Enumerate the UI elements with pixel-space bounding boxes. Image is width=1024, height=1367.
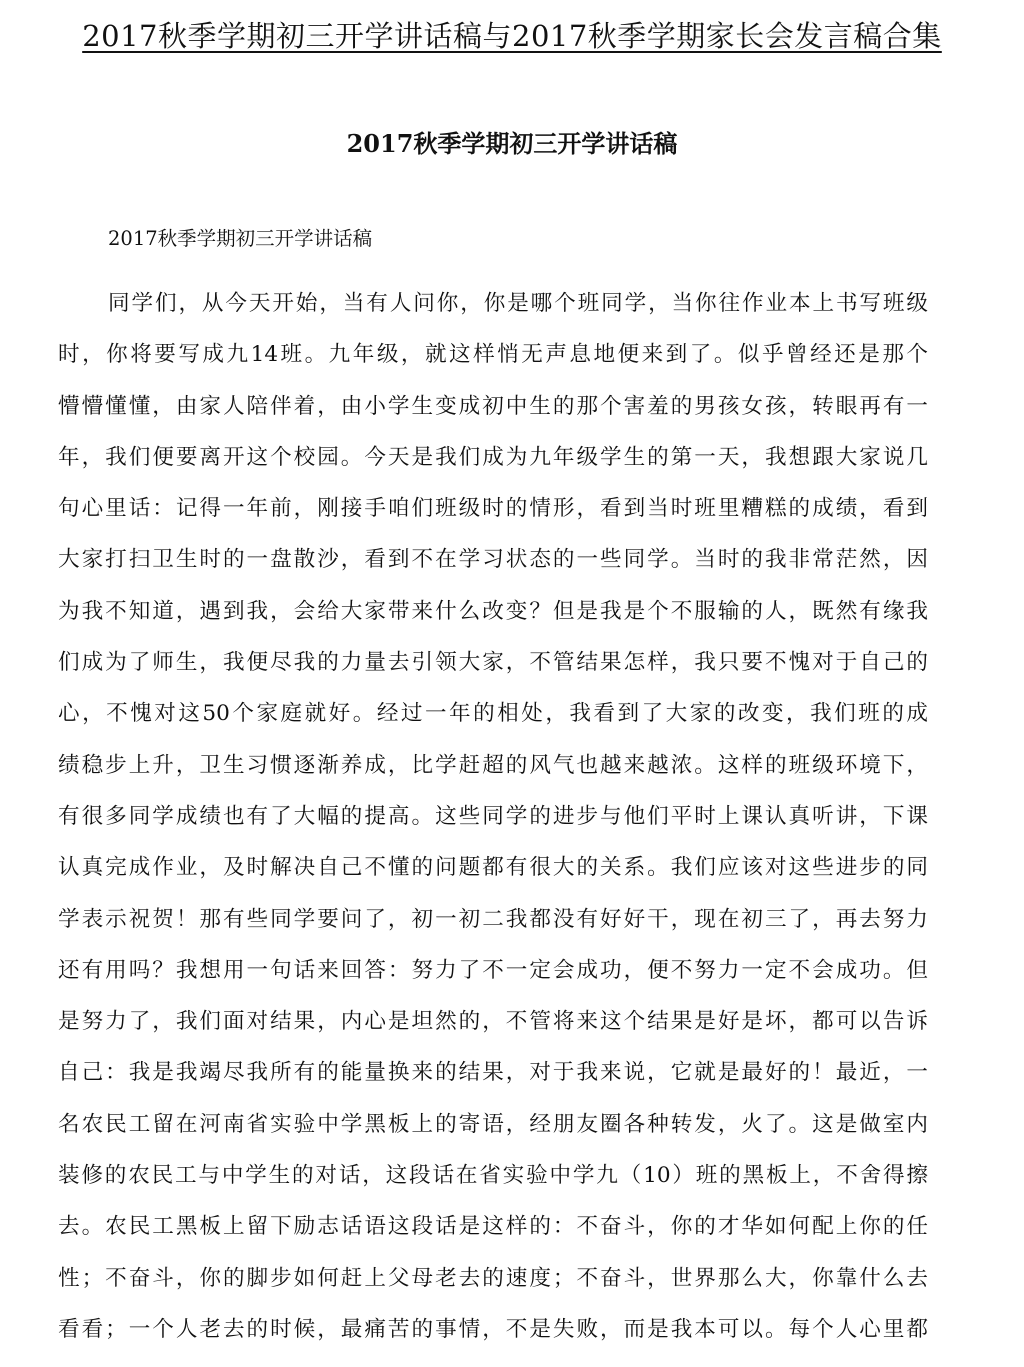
body-line: 装修的农民工与中学生的对话，这段话在省实验中学九（10）班的黑板上，不舍得擦 bbox=[58, 1163, 928, 1189]
body-line: 们成为了师生，我便尽我的力量去引领大家，不管结果怎样，我只要不愧对于自己的 bbox=[58, 650, 928, 676]
body-line: 学表示祝贺！那有些同学要问了，初一初二我都没有好好干，现在初三了，再去努力 bbox=[58, 906, 928, 932]
body-line: 还有用吗？我想用一句话来回答：努力了不一定会成功，便不努力一定不会成功。但 bbox=[58, 957, 928, 983]
body-line: 有很多同学成绩也有了大幅的提高。这些同学的进步与他们平时上课认真听讲，下课 bbox=[58, 803, 928, 829]
body-line: 自己：我是我竭尽我所有的能量换来的结果，对于我来说，它就是最好的！最近，一 bbox=[58, 1060, 928, 1086]
body-line: 心，不愧对这50个家庭就好。经过一年的相处，我看到了大家的改变，我们班的成 bbox=[58, 701, 928, 727]
section-title: 2017秋季学期初三开学讲话稿 bbox=[346, 129, 678, 158]
body-line: 句心里话：记得一年前，刚接手咱们班级时的情形，看到当时班里糟糕的成绩，看到 bbox=[58, 496, 928, 522]
body-line: 为我不知道，遇到我，会给大家带来什么改变？但是我是个不服输的人，既然有缘我 bbox=[58, 598, 928, 624]
body-line: 懵懵懂懂，由家人陪伴着，由小学生变成初中生的那个害羞的男孩女孩，转眼再有一 bbox=[58, 393, 928, 419]
body-line: 是努力了，我们面对结果，内心是坦然的，不管将来这个结果是好是坏，都可以告诉 bbox=[58, 1009, 928, 1035]
body-line: 名农民工留在河南省实验中学黑板上的寄语，经朋友圈各种转发，火了。这是做室内 bbox=[58, 1111, 928, 1137]
body-line: 性；不奋斗，你的脚步如何赶上父母老去的速度；不奋斗，世界那么大，你靠什么去 bbox=[58, 1265, 928, 1291]
body-line: 时，你将要写成九14班。九年级，就这样悄无声息地便来到了。似乎曾经还是那个 bbox=[58, 342, 928, 368]
body-line: 同学们，从今天开始，当有人问你，你是哪个班同学，当你往作业本上书写班级 bbox=[108, 291, 928, 316]
body-line: 认真完成作业，及时解决自己不懂的问题都有很大的关系。我们应该对这些进步的同 bbox=[58, 855, 928, 881]
body-line: 看看；一个人老去的时候，最痛苦的事情，不是失败，而是我本可以。每个人心里都 bbox=[58, 1316, 928, 1342]
body-line: 去。农民工黑板上留下励志话语这段话是这样的：不奋斗，你的才华如何配上你的任 bbox=[58, 1214, 928, 1240]
body-line: 绩稳步上升，卫生习惯逐渐养成，比学赶超的风气也越来越浓。这样的班级环境下， bbox=[58, 752, 928, 778]
body-line: 年，我们便要离开这个校园。今天是我们成为九年级学生的第一天，我想跟大家说几 bbox=[58, 444, 928, 470]
subheading: 2017秋季学期初三开学讲话稿 bbox=[108, 227, 373, 250]
document-title: 2017秋季学期初三开学讲话稿与2017秋季学期家长会发言稿合集 bbox=[82, 19, 942, 53]
body-text bbox=[58, 284, 928, 1361]
body-line: 大家打扫卫生时的一盘散沙，看到不在学习状态的一些同学。当时的我非常茫然，因 bbox=[58, 547, 928, 573]
